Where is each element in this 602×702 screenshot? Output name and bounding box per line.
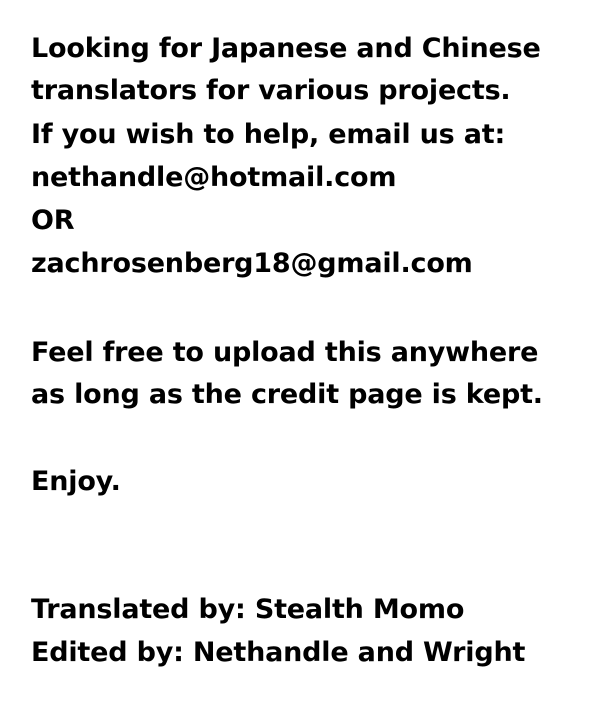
or-separator: OR <box>31 205 75 236</box>
recruitment-line-3: If you wish to help, email us at: <box>31 119 506 150</box>
contact-email-1: nethandle@hotmail.com <box>31 162 397 193</box>
translator-credit: Translated by: Stealth Momo <box>31 594 465 625</box>
recruitment-line-2: translators for various projects. <box>31 75 511 106</box>
contact-email-2: zachrosenberg18@gmail.com <box>31 248 473 279</box>
upload-notice-line-1: Feel free to upload this anywhere <box>31 337 539 368</box>
closing-text: Enjoy. <box>31 466 121 497</box>
recruitment-line-1: Looking for Japanese and Chinese <box>31 33 541 64</box>
editor-credit: Edited by: Nethandle and Wright <box>31 637 526 668</box>
upload-notice-line-2: as long as the credit page is kept. <box>31 379 543 410</box>
